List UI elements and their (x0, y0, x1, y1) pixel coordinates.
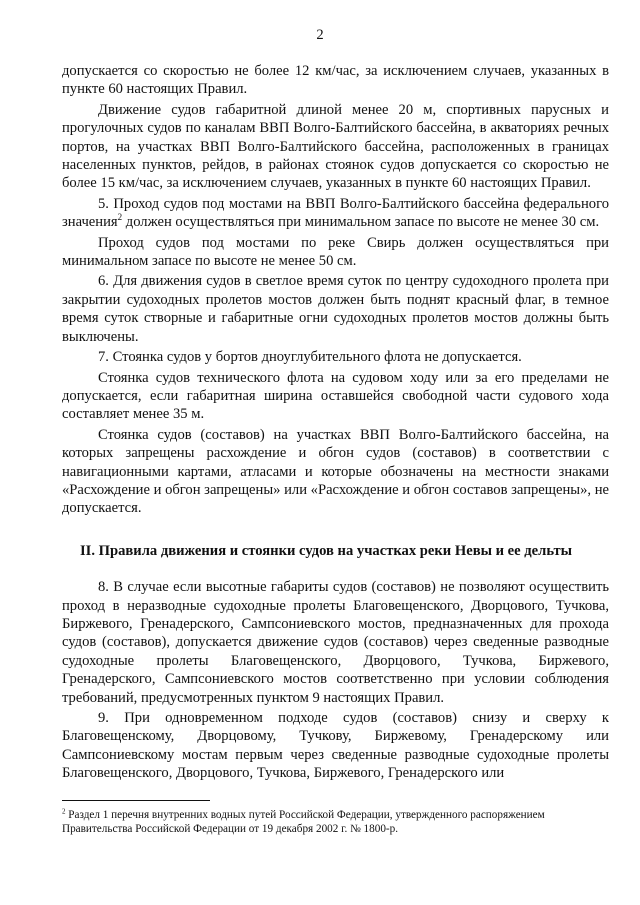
page-number: 2 (316, 27, 324, 43)
paragraph-continuation: допускается со скоростью не более 12 км/час, за исключением случаев, указанных в пункте 60 настоящих Правил. (62, 63, 609, 98)
footnote-marker: 2 (62, 807, 66, 816)
section-heading: II. Правила движения и стоянки судов на участках реки Невы и ее дельты (80, 542, 573, 559)
document-body (62, 62, 609, 783)
footnote (62, 808, 609, 836)
paragraph-technical-fleet: Стоянка судов технического флота на судовом ходу или за его пределами не допускается, если габаритная ширина оставшейся свободной части судового хода составляет менее 35 м. (62, 369, 609, 423)
paragraph-svir-river: Проход судов под мостами по реке Свирь должен осуществляться при минимальном запасе по высоте не менее 50 см. (62, 234, 609, 270)
item-5-text-start: 5. Проход судов под мостами на ВВП Волго-Балтийского бассейна федерального значения (62, 195, 609, 231)
paragraph-item-9: 9. При одновременном подходе судов (составов) снизу и сверху к Благовещенскому, Дворцовому, Тучкову, Биржевому, Гренадерскому или Сампсониевскому мостам первым через сведенные разводные судоходные пролеты Благовещенского, Дворцового, Тучкова, Биржевого, Гренадерского или (62, 710, 609, 782)
footnote-ref: 2 (117, 212, 123, 223)
item-5-text-end: должен осуществляться при минимальном запасе по высоте не менее 30 см. (122, 214, 600, 231)
paragraph-item-5 (62, 195, 609, 232)
paragraph-small-vessels-speed: Движение судов габаритной длиной менее 20 м, спортивных парусных и прогулочных судов по каналам ВВП Волго-Балтийского бассейна, в акваториях речных портов, на участках ВВП Волго-Балтийского бассейна, расположенных в границах населенных пунктов, рейдов, в районах стоянок судов допускается со скоростью не более 15 км/час, за исключением случаев, указанных в пункте 60 настоящих Правил. (62, 101, 609, 192)
paragraph-item-6: 6. Для движения судов в светлое время суток по центру судоходного пролета при закрытии судоходных пролетов мостов должен быть поднят красный флаг, в темное время суток створные и габаритные огни судоходных пролетов мостов должны быть выключены. (62, 273, 609, 345)
footnote-text: Раздел 1 перечня внутренних водных путей Российской Федерации, утвержденного распоряжением Правительства Российской Федерации от 19 декабря 2002 г. № 1800-р. (62, 809, 545, 835)
paragraph-item-8: 8. В случае если высотные габариты судов (составов) не позволяют осуществить проход в неразводные судоходные пролеты Благовещенского, Дворцового, Тучкова, Биржевого, Гренадерского, Сампсониевского мостов, предназначенных для прохода судов (составов), допускается движение судов (составов) через сведенные разводные судоходные пролеты Благовещенского, Дворцового, Тучкова, Биржевого, Гренадерского, Сампсониевского мостов соответственно при условии соблюдения требований, предусмотренных пунктом 9 настоящих Правил. (62, 579, 609, 706)
paragraph-no-passing-zones: Стоянка судов (составов) на участках ВВП Волго-Балтийского бассейна, на которых запрещены расхождение и обгон судов (составов) в соответствии с навигационными картами, атласами и которые обозначены на местности знаками «Расхождение и обгон запрещены» или «Расхождение и обгон составов запрещены», не допускается. (62, 426, 609, 517)
footnote-divider (62, 800, 210, 801)
paragraph-item-7: 7. Стоянка судов у бортов дноуглубительного флота не допускается. (98, 349, 522, 366)
